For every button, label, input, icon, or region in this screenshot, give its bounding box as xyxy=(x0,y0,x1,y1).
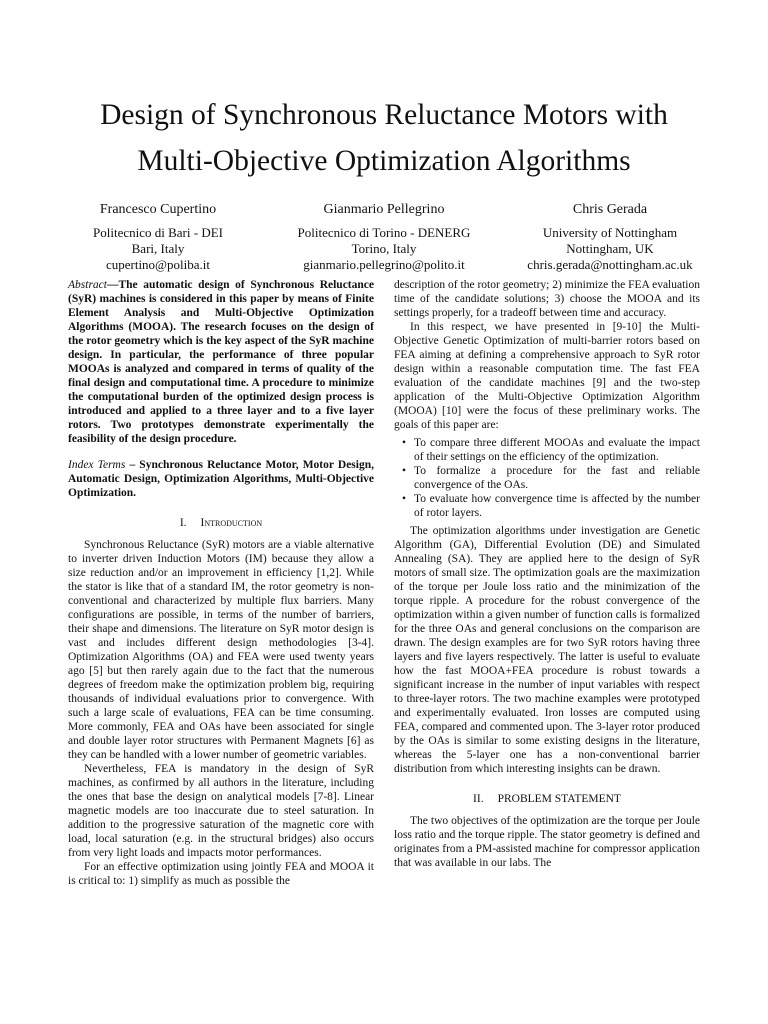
body-paragraph: Synchronous Reluctance (SyR) motors are a viable alternative to inverter driven Induction Motors (IM) because they allow a size reduction and/or an improvement in efficiency [1,2]. While the stator is like that of a standard IM, the rotor geometry is non-conventional and characterized by multiple flux barriers. Many configurations are possible, in terms of the number of barriers, their shape and dimensions. The literature on SyR motor design is vast and includes different design methodologies [3-4]. Optimization Algorithms (OA) and FEA were used twenty years ago [5] but then rarely again due to the fact that the numerous degrees of freedom make the optimization problem big, requiring thousands of individual evaluations prior to convergence. With such a large scale of evaluations, FEA can be time consuming. More commonly, FEA and OAs have been associated for single and double layer rotor structures with Permanent Magnets [6] as they can be handled with a lower number of geometric variables. xyxy=(68,539,374,761)
section-number: II. xyxy=(473,793,484,805)
author-affiliation: Politecnico di Bari - DEI xyxy=(93,225,223,240)
paper-title xyxy=(40,92,728,184)
author-affiliation: University of Nottingham xyxy=(542,225,678,240)
index-terms-text: – Synchronous Reluctance Motor, Motor Design, Automatic Design, Optimization Algorithms, Multi-Objective Optimization. xyxy=(68,459,374,499)
section-title: Introduction xyxy=(200,517,263,529)
title-line-2: Multi-Objective Optimization Algorithms xyxy=(137,145,631,177)
author-location: Nottingham, UK xyxy=(566,241,654,256)
list-item: • To compare three different MOOAs and evaluate the impact of their settings on the efficiency of the optimization. xyxy=(402,437,700,463)
left-column xyxy=(68,278,374,888)
section-number: I. xyxy=(179,517,187,529)
index-terms xyxy=(68,458,374,500)
bullet-icon: • xyxy=(402,437,407,449)
author-affiliation: Politecnico di Torino - DENERG xyxy=(297,225,471,240)
author-location: Torino, Italy xyxy=(351,241,417,256)
author-location: Bari, Italy xyxy=(131,241,185,256)
author-block xyxy=(264,202,504,273)
author-email: cupertino@poliba.it xyxy=(105,257,211,272)
bullet-icon: • xyxy=(402,493,407,505)
abstract xyxy=(68,278,374,446)
body-paragraph: The optimization algorithms under investigation are Genetic Algorithm (GA), Differential Evolution (DE) and Simulated Annealing (SA). They are applied here to the design of SyR motors of small size. The optimization goals are the maximization of the torque per Joule loss ratio and the minimization of the torque ripple. A procedure for the robust convergence of the optimization within a given number of function calls is formalized for the three OAs and general conclusions on the comparison are drawn. The design examples are for two SyR rotors having three layers and five layers respectively. The latter is useful to evaluate how the fast MOOA+FEA procedure is robust towards a significant increase in the number of input variables with respect to three-layer rotors. The two machine examples were prototyped and experimentally evaluated. Iron losses are computed using FEA, compared and commented upon. The 3-layer rotor produced by the OAs is similar to some existing designs in the literature, whereas the 5-layer one has a non-conventional barrier distribution from which interesting insights can be drawn. xyxy=(394,525,700,775)
author-block xyxy=(490,202,730,273)
body-paragraph: For an effective optimization using jointly FEA and MOOA it is critical to: 1) simplify as much as possible the xyxy=(68,861,374,887)
author-name: Chris Gerada xyxy=(572,202,648,217)
abstract-text: —The automatic design of Synchronous Reluctance (SyR) machines is considered in this paper by means of Finite Element Analysis and Multi-Objective Optimization Algorithms (MOOA). The research focuses on the design of the rotor geometry which is the key aspect of the SyR machine design. In particular, the performance of three popular MOOAs is analyzed and compared in terms of quality of the final design and computational time. A procedure to minimize the computational burden of the optimized design process is introduced and applied to a three layer and to a five layer rotors. Two prototypes demonstrate experimentally the feasibility of the design procedure. xyxy=(68,279,374,445)
body-paragraph: The two objectives of the optimization are the torque per Joule loss ratio and the torque ripple. The stator geometry is defined and originates from a PM-assisted machine for compressor application that was available in our labs. The xyxy=(394,815,700,869)
right-column xyxy=(394,278,700,870)
section-title: PROBLEM STATEMENT xyxy=(497,793,621,805)
goals-list xyxy=(394,436,700,520)
index-terms-lead: Index Terms xyxy=(68,459,126,471)
author-email: gianmario.pellegrino@polito.it xyxy=(303,257,465,272)
author-name: Francesco Cupertino xyxy=(99,202,217,217)
author-block xyxy=(38,202,278,273)
body-paragraph: description of the rotor geometry; 2) minimize the FEA evaluation time of the candidate solutions; 3) choose the MOOA and its settings properly, for a tradeoff between time and accuracy. xyxy=(394,279,700,319)
body-paragraph: In this respect, we have presented in [9-10] the Multi-Objective Genetic Optimization of multi-barrier rotors based on FEA aiming at defining a comprehensive approach to SyR rotor design within a reasonable computation time. The fast FEA evaluation of the candidate machines [9] and the two-step application of the Multi-Objective Optimization Algorithm (MOOA) [10] were the focus of these preliminary works. The goals of this paper are: xyxy=(394,321,700,431)
list-item: • To evaluate how convergence time is affected by the number of rotor layers. xyxy=(402,493,700,519)
section-heading-introduction xyxy=(68,516,374,530)
title-line-1: Design of Synchronous Reluctance Motors with xyxy=(100,99,668,131)
author-name: Gianmario Pellegrino xyxy=(323,202,445,217)
list-item: • To formalize a procedure for the fast and reliable convergence of the OAs. xyxy=(402,465,700,491)
abstract-lead: Abstract xyxy=(68,279,107,291)
body-paragraph: Nevertheless, FEA is mandatory in the design of SyR machines, as confirmed by all authors in the literature, including the ones that base the design on analytical models [7-8]. Linear magnetic models are too inaccurate due to steel saturation. In addition to the progressive saturation of the magnetic core with load, local saturation (e.g. in the structural bridges) also occurs from very light loads and impacts motor performances. xyxy=(68,763,374,859)
bullet-icon: • xyxy=(402,465,407,477)
section-heading-problem-statement xyxy=(394,792,700,806)
author-email: chris.gerada@nottingham.ac.uk xyxy=(527,257,693,272)
